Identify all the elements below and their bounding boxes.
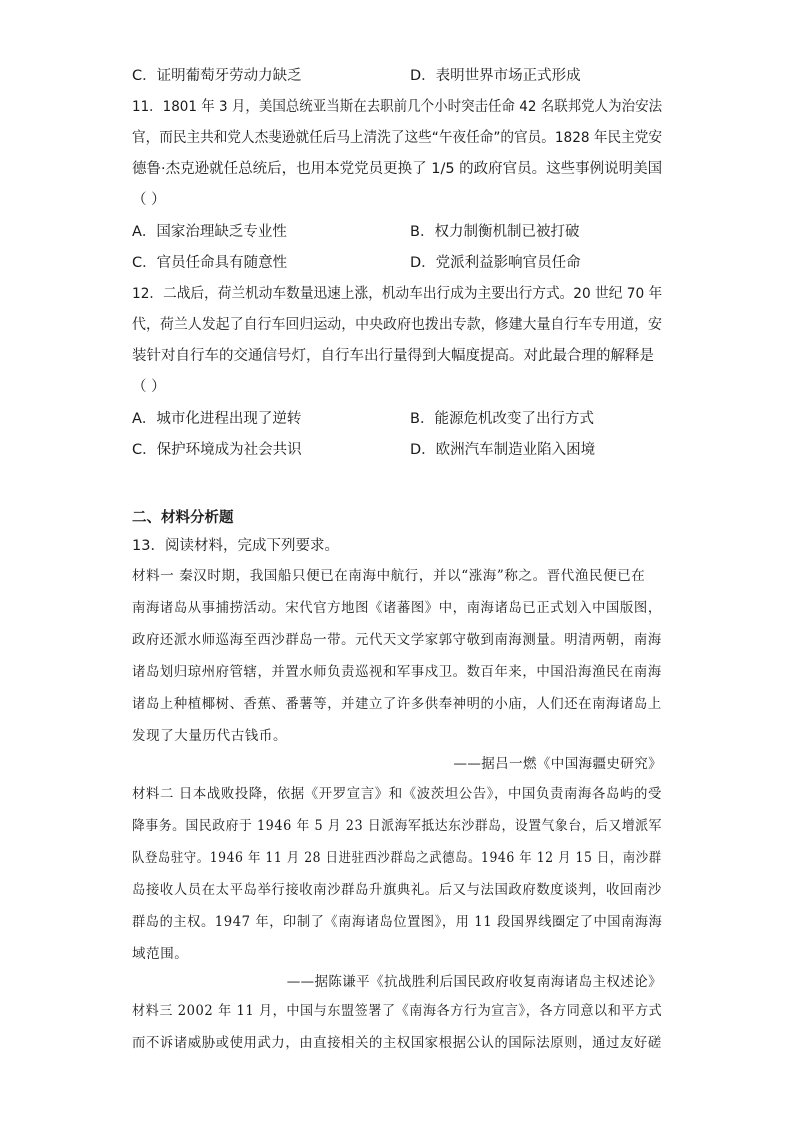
q12-option-b: B．能源危机改变了出行方式 <box>410 411 594 427</box>
q12-option-a: A．城市化进程出现了逆转 <box>132 411 302 427</box>
q11-option-b: B．权力制衡机制已被打破 <box>410 224 580 240</box>
q11-option-a: A．国家治理缺乏专业性 <box>132 224 287 240</box>
material2-line-2: 降事务。国民政府于 1946 年 5 月 23 日派海军抵达东沙群岛，设置气象台，后又增派军 <box>132 818 662 834</box>
material2-line-5: 群岛的主权。1947 年，印制了《南海诸岛位置图》，用 11 段国界线圈定了中国南海海 <box>132 914 663 930</box>
q12-answer-bracket: （ ） <box>132 379 166 395</box>
material2-line-4: 岛接收人员在太平岛举行接收南沙群岛升旗典礼。后又与法国政府数度谈判，收回南沙 <box>132 882 662 898</box>
q12-stem-line-3: 装针对自行车的交通信号灯，自行车出行量得到大幅度提高。对此最合理的解释是 <box>132 348 654 364</box>
material1-line-2: 南海诸岛从事捕捞活动。宋代官方地图《诸蕃图》中，南海诸岛已正式划入中国版图， <box>132 600 662 616</box>
material1-line-1: 材料一 秦汉时期，我国船只便已在南海中航行，并以“涨海”称之。晋代渔民便已在 <box>132 568 646 584</box>
q12-stem-line-2: 代，荷兰人发起了自行车回归运动，中央政府也拨出专款，修建大量自行车专用道，安 <box>132 317 662 333</box>
q13-intro: 13．阅读材料，完成下列要求。 <box>132 538 339 554</box>
material1-line-4: 诸岛划归琼州府管辖，并置水师负责巡视和军事戍卫。数百年来，中国沿海渔民在南海 <box>132 664 662 680</box>
q12-option-d: D．欧洲汽车制造业陷入困境 <box>410 442 596 458</box>
q11-stem-line-1: 11．1801 年 3 月，美国总统亚当斯在去职前几个小时突击任命 42 名联邦党人为治安法 <box>132 99 663 115</box>
q11-stem-line-2: 官，而民主共和党人杰斐逊就任后马上清洗了这些“午夜任命”的官员。1828 年民主党安 <box>132 130 663 146</box>
material1-line-5: 诸岛上种植椰树、香蕉、番薯等，并建立了许多供奉神明的小庙，人们还在南海诸岛上 <box>132 696 662 712</box>
material1-line-3: 政府还派水师巡海至西沙群岛一带。元代天文学家郭守敬到南海测量。明清两朝，南海 <box>132 632 662 648</box>
material2-source: ——据陈谦平《抗战胜利后国民政府收复南海诸岛主权述论》 <box>286 974 662 990</box>
q11-option-c: C．官员任命具有随意性 <box>132 255 288 271</box>
q11-option-d: D．党派利益影响官员任命 <box>410 255 581 271</box>
q12-option-c: C．保护环境成为社会共识 <box>132 442 302 458</box>
q10-option-d: D．表明世界市场正式形成 <box>410 68 581 84</box>
material3-line-1: 材料三 2002 年 11 月，中国与东盟签署了《南海各方行为宣言》，各方同意以和平方式 <box>132 1003 663 1019</box>
material1-line-6: 发现了大量历代古钱币。 <box>132 728 288 744</box>
q11-answer-bracket: （ ） <box>132 192 166 208</box>
material1-source: ——据吕一燃《中国海疆史研究》 <box>453 756 662 772</box>
material2-line-6: 域范围。 <box>132 946 189 962</box>
section-heading: 二、材料分析题 <box>132 510 234 526</box>
material3-line-2: 而不诉诸威胁或使用武力，由直接相关的主权国家根据公认的国际法原则，通过友好磋 <box>132 1035 662 1051</box>
material2-line-1: 材料二 日本战败投降，依据《开罗宣言》和《波茨坦公告》，中国负责南海各岛屿的受 <box>132 786 662 802</box>
material2-line-3: 队登岛驻守。1946 年 11 月 28 日进驻西沙群岛之武德岛。1946 年 12 月 15 日，南沙群 <box>132 850 662 866</box>
q11-stem-line-3: 德鲁·杰克逊就任总统后，也用本党党员更换了 1/5 的政府官员。这些事例说明美国 <box>132 161 663 177</box>
q10-option-c: C．证明葡萄牙劳动力缺乏 <box>132 68 302 84</box>
q12-stem-line-1: 12．二战后，荷兰机动车数量迅速上涨，机动车出行成为主要出行方式。20 世纪 70 年 <box>132 286 663 302</box>
